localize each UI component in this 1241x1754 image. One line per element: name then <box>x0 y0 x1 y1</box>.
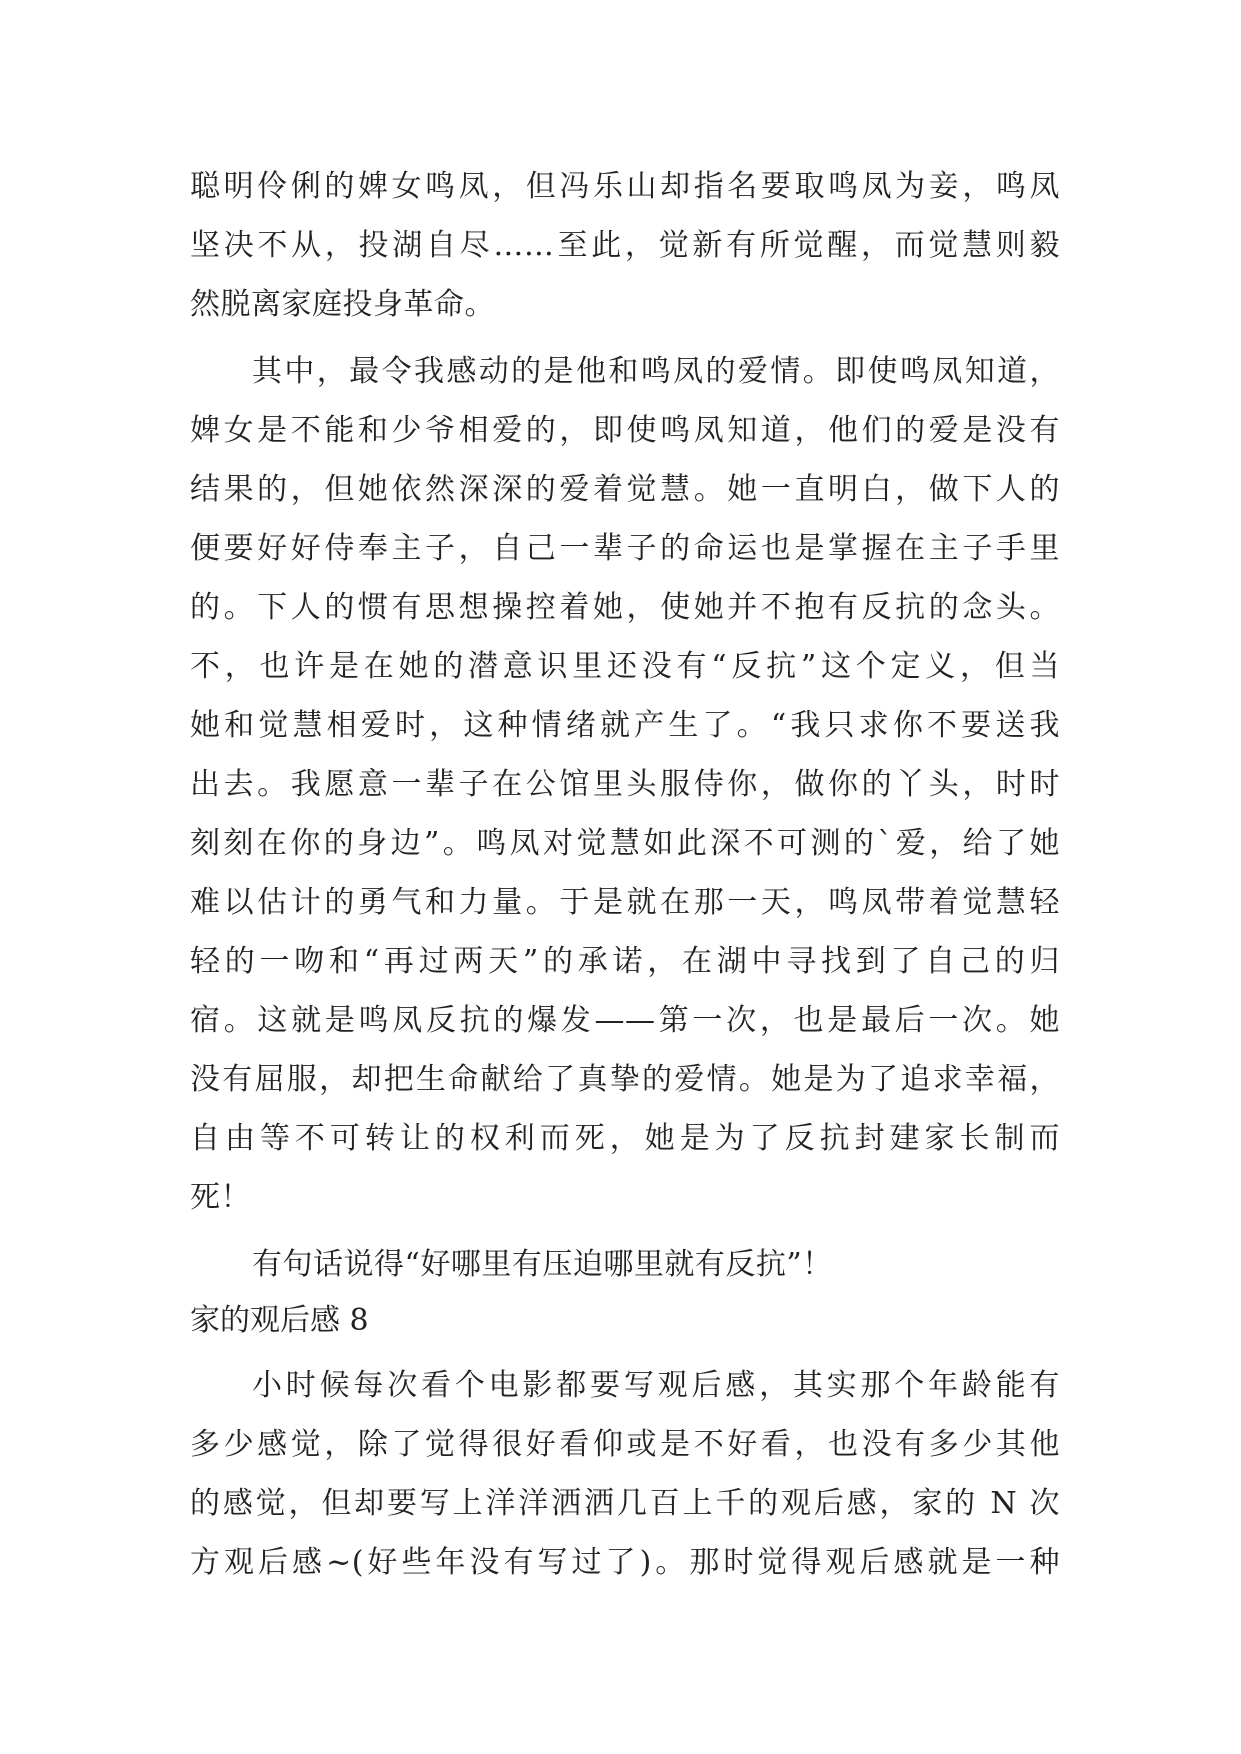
paragraph-line: 有句话说得“好哪里有压迫哪里就有反抗”！ <box>252 1247 833 1282</box>
paragraph-line: 没有屈服，却把生命献给了真挚的爱情。她是为了追求幸福， <box>190 1062 1060 1097</box>
paragraph-line: 便要好好侍奉主子，自己一辈子的命运也是掌握在主子手里 <box>190 531 1060 566</box>
paragraph-line: 然脱离家庭投身革命。 <box>190 287 495 322</box>
paragraph-line: 她和觉慧相爱时，这种情绪就产生了。“我只求你不要送我 <box>190 708 1060 743</box>
paragraph-line: 的。下人的惯有思想操控着她，使她并不抱有反抗的念头。 <box>190 590 1060 625</box>
paragraph-line: 其中，最令我感动的是他和鸣凤的爱情。即使鸣凤知道， <box>252 354 1060 389</box>
section-heading: 家的观后感 8 <box>190 1303 369 1338</box>
paragraph-line: 的感觉，但却要写上洋洋洒洒几百上千的观后感，家的 N 次 <box>190 1486 1060 1521</box>
paragraph-2 <box>190 342 1060 1227</box>
paragraph-line: 聪明伶俐的婢女鸣凤，但冯乐山却指名要取鸣凤为妾，鸣凤 <box>190 169 1060 204</box>
paragraph-1 <box>190 157 1060 334</box>
paragraph-3 <box>190 1235 1060 1294</box>
paragraph-line: 自由等不可转让的权利而死，她是为了反抗封建家长制而 <box>190 1121 1060 1156</box>
paragraph-line: 死！ <box>190 1180 251 1215</box>
paragraph-line: 方观后感~(好些年没有写过了)。那时觉得观后感就是一种 <box>190 1545 1060 1580</box>
paragraph-line: 难以估计的勇气和力量。于是就在那一天，鸣凤带着觉慧轻 <box>190 885 1060 920</box>
paragraph-line: 多少感觉，除了觉得很好看仰或是不好看，也没有多少其他 <box>190 1427 1060 1462</box>
paragraph-4 <box>190 1356 1060 1592</box>
paragraph-spacer <box>190 1348 1060 1356</box>
paragraph-line: 不，也许是在她的潜意识里还没有“反抗”这个定义，但当 <box>190 649 1060 684</box>
paragraph-spacer <box>190 334 1060 342</box>
paragraph-line: 轻的一吻和“再过两天”的承诺，在湖中寻找到了自己的归 <box>190 944 1060 979</box>
paragraph-line: 刻刻在你的身边”。鸣凤对觉慧如此深不可测的`爱，给了她 <box>190 826 1060 861</box>
paragraph-line: 出去。我愿意一辈子在公馆里头服侍你，做你的丫头，时时 <box>190 767 1060 802</box>
paragraph-line: 坚决不从，投湖自尽……至此，觉新有所觉醒，而觉慧则毅 <box>190 228 1060 263</box>
paragraph-line: 宿。这就是鸣凤反抗的爆发——第一次，也是最后一次。她 <box>190 1003 1060 1038</box>
paragraph-line: 小时候每次看个电影都要写观后感，其实那个年龄能有 <box>252 1368 1060 1403</box>
document-body <box>190 157 1060 1592</box>
paragraph-line: 婢女是不能和少爷相爱的，即使鸣凤知道，他们的爱是没有 <box>190 413 1060 448</box>
paragraph-line: 结果的，但她依然深深的爱着觉慧。她一直明白，做下人的 <box>190 472 1060 507</box>
paragraph-spacer <box>190 1227 1060 1235</box>
